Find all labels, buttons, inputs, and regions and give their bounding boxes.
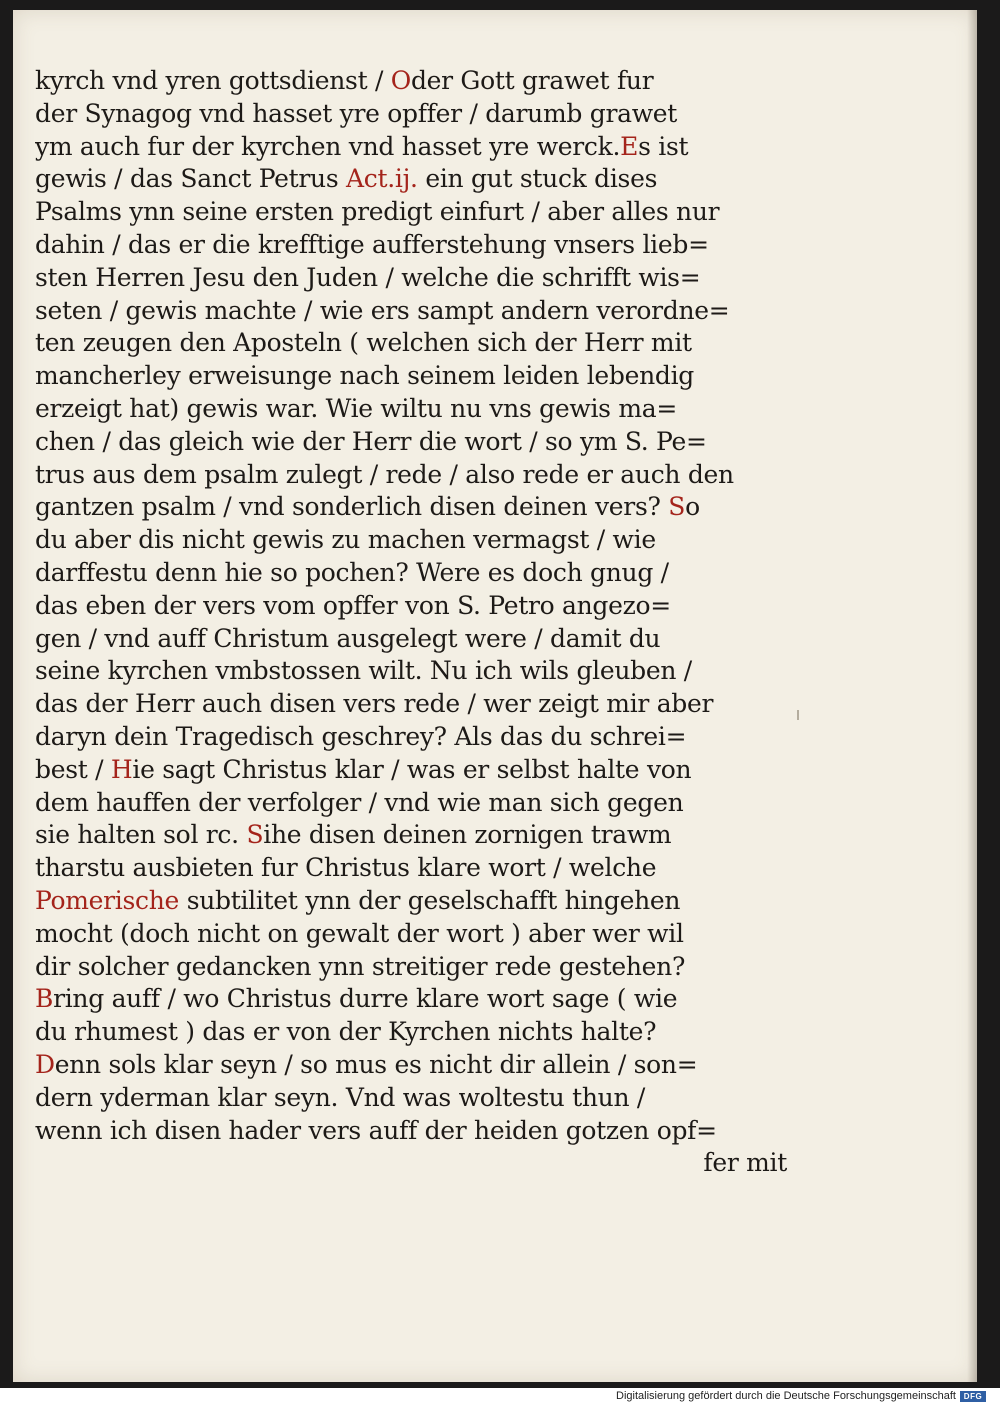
- rubricated-initial: E: [620, 131, 639, 161]
- text-line: [35, 327, 787, 360]
- line-text: der Synagog vnd hasset yre opffer / darumb grawet: [35, 98, 678, 128]
- line-text: mocht (doch nicht on gewalt der wort ) aber wer wil: [35, 918, 684, 948]
- book-page: [13, 10, 977, 1382]
- line-text: ie sagt Christus klar / was er selbst halte von: [132, 754, 692, 784]
- line-text: gewis / das Sanct Petrus: [35, 164, 347, 194]
- text-line: [35, 524, 787, 557]
- line-text: daryn dein Tragedisch geschrey? Als das du schrei=: [35, 721, 687, 751]
- text-line: [35, 262, 787, 295]
- text-line: [35, 229, 787, 262]
- text-line: [35, 918, 787, 951]
- footer-bar: [0, 1388, 1000, 1405]
- line-text: der Gott grawet fur: [410, 66, 654, 95]
- text-line: [35, 688, 787, 721]
- line-text: trus aus dem psalm zulegt / rede / also rede er auch den: [35, 459, 734, 489]
- line-text: subtilitet ynn der geselschafft hingehen: [179, 885, 681, 915]
- line-text: ym auch fur der kyrchen vnd hasset yre werck.: [35, 131, 621, 161]
- text-line: [35, 491, 787, 524]
- text-line: [35, 459, 787, 492]
- text-line: [35, 590, 787, 623]
- text-line: [35, 426, 787, 459]
- line-text: du rhumest ) das er von der Kyrchen nichts halte?: [35, 1017, 657, 1047]
- text-line: [35, 1115, 787, 1148]
- line-text: sie halten sol rc.: [35, 820, 247, 850]
- page-mark: [797, 710, 799, 720]
- page-text: [35, 65, 787, 1180]
- line-text: Psalms ynn seine ersten predigt einfurt / aber alles nur: [35, 197, 720, 227]
- text-line: [35, 885, 787, 918]
- text-line: [35, 983, 787, 1016]
- dfg-logo-icon: DFG: [960, 1391, 986, 1402]
- line-text: best /: [35, 754, 111, 784]
- text-line: [35, 951, 787, 984]
- text-line: [35, 196, 787, 229]
- line-text: erzeigt hat) gewis war. Wie wiltu nu vns gewis ma=: [35, 393, 677, 423]
- text-line: [35, 393, 787, 426]
- line-text: dir solcher gedancken ynn streitiger rede gestehen?: [35, 951, 686, 981]
- text-line: [35, 163, 787, 196]
- line-text: das der Herr auch disen vers rede / wer zeigt mir aber: [35, 689, 714, 719]
- text-line: [35, 1049, 787, 1082]
- rubricated-initial: H: [110, 754, 133, 784]
- text-line: [35, 65, 787, 98]
- rubricated-initial: S: [668, 492, 686, 522]
- line-text: s ist: [638, 131, 689, 161]
- line-text: enn sols klar seyn / so mus es nicht dir allein / son=: [54, 1049, 698, 1079]
- text-line: [35, 557, 787, 590]
- line-text: ein gut stuck dises: [417, 164, 658, 194]
- line-text: das eben der vers vom opffer von S. Petro angezo=: [35, 590, 671, 620]
- text-line: [35, 655, 787, 688]
- line-text: du aber dis nicht gewis zu machen vermagst / wie: [35, 525, 656, 555]
- line-text: chen / das gleich wie der Herr die wort / so ym S. Pe=: [35, 426, 707, 456]
- rubricated-initial: B: [35, 984, 54, 1014]
- line-text: seten / gewis machte / wie ers sampt andern verordne=: [35, 295, 730, 325]
- line-text: kyrch vnd yren gottsdienst /: [35, 66, 391, 95]
- text-line: [35, 819, 787, 852]
- line-text: ring auff / wo Christus durre klare wort sage ( wie: [53, 984, 678, 1014]
- text-line: [35, 623, 787, 656]
- funding-note: Digitalisierung gefördert durch die Deutsche Forschungsgemeinschaft: [616, 1390, 956, 1402]
- text-line: [35, 754, 787, 787]
- rubricated-initial: D: [35, 1049, 55, 1079]
- text-line: [35, 131, 787, 164]
- text-line: [35, 1082, 787, 1115]
- text-line: [35, 852, 787, 885]
- rubricated-initial: S: [246, 820, 264, 850]
- line-text: o: [685, 492, 700, 522]
- line-text: fer mit: [703, 1148, 787, 1178]
- line-text: dahin / das er die krefftige aufferstehung vnsers lieb=: [35, 229, 709, 259]
- text-line: [35, 98, 787, 131]
- line-text: gen / vnd auff Christum ausgelegt were / damit du: [35, 623, 661, 653]
- line-text: sten Herren Jesu den Juden / welche die schrifft wis=: [35, 262, 701, 292]
- line-text: seine kyrchen vmbstossen wilt. Nu ich wils gleuben /: [35, 656, 692, 686]
- line-text: mancherley erweisunge nach seinem leiden lebendig: [35, 361, 694, 391]
- line-text: gantzen psalm / vnd sonderlich disen deinen vers?: [35, 492, 669, 522]
- text-line: [35, 1016, 787, 1049]
- text-line: [35, 787, 787, 820]
- line-text: tharstu ausbieten fur Christus klare wort / welche: [35, 853, 657, 883]
- line-text: wenn ich disen hader vers auff der heiden gotzen opf=: [35, 1115, 717, 1145]
- rubricated-initial: Act.ij.: [346, 164, 418, 194]
- line-text: dem hauffen der verfolger / vnd wie man sich gegen: [35, 787, 684, 817]
- text-line: [35, 1147, 787, 1180]
- line-text: ten zeugen den Aposteln ( welchen sich der Herr mit: [35, 328, 692, 358]
- text-line: [35, 721, 787, 754]
- text-line: [35, 295, 787, 328]
- line-text: ihe disen deinen zornigen trawm: [263, 820, 672, 850]
- line-text: dern yderman klar seyn. Vnd was woltestu thun /: [35, 1082, 646, 1112]
- rubricated-initial: O: [390, 66, 411, 95]
- line-text: darffestu denn hie so pochen? Were es doch gnug /: [35, 557, 669, 587]
- rubricated-initial: Pomerische: [35, 885, 180, 915]
- text-line: [35, 360, 787, 393]
